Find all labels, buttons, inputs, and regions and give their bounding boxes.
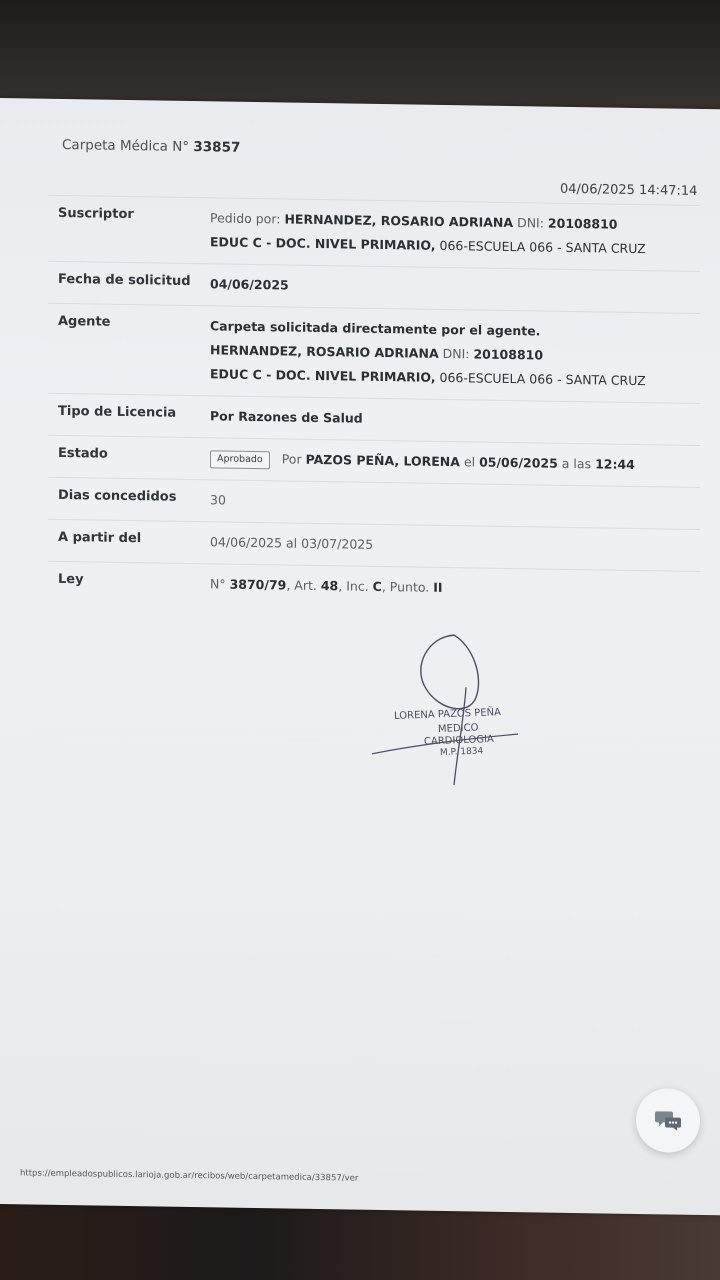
agent-request-note: Carpeta solicitada directamente por el agente. xyxy=(210,318,541,339)
value-a-partir-del: 04/06/2025 al 03/07/2025 xyxy=(210,534,374,552)
page-url-footer: https://empleadospublicos.larioja.gob.ar/recibos/web/carpetamedica/33857/ver xyxy=(20,1168,359,1184)
law-number-prefix: N° xyxy=(210,576,226,592)
value-tipo-licencia: Por Razones de Salud xyxy=(210,408,363,426)
agent-school: 066-ESCUELA 066 - SANTA CRUZ xyxy=(439,369,646,389)
law-article: 48 xyxy=(320,578,339,594)
label-tipo-licencia: Tipo de Licencia xyxy=(58,403,177,421)
value-fecha-solicitud: 04/06/2025 xyxy=(210,276,289,293)
title-prefix: Carpeta Médica N° xyxy=(62,136,190,155)
stamp-license: M.P. 1834 xyxy=(439,746,484,759)
folder-number: 33857 xyxy=(193,139,241,156)
row-ley xyxy=(48,561,700,614)
chat-button[interactable] xyxy=(636,1088,700,1153)
value-dias-concedidos: 30 xyxy=(210,492,226,508)
stamp-title: MEDICO xyxy=(437,722,479,735)
doctor-signature-stamp xyxy=(368,626,538,789)
law-article-label: , Art. xyxy=(286,577,317,593)
subscriber-school: 066-ESCUELA 066 - SANTA CRUZ xyxy=(439,237,646,257)
label-dias-concedidos: Dias concedidos xyxy=(58,487,177,505)
law-inciso-label: , Inc. xyxy=(338,578,369,594)
approval-date: 05/06/2025 xyxy=(479,454,558,471)
approved-on-label: el xyxy=(463,454,476,470)
law-inciso: C xyxy=(372,578,382,594)
label-estado: Estado xyxy=(58,445,108,462)
approved-at-label: a las xyxy=(561,455,592,472)
label-agente: Agente xyxy=(58,313,111,330)
label-a-partir-del: A partir del xyxy=(58,529,142,547)
subscriber-dni-label: DNI: xyxy=(517,215,544,231)
stamp-specialty: CARDIOLOGIA xyxy=(423,733,495,748)
agent-name: HERNANDEZ, ROSARIO ADRIANA xyxy=(210,342,439,361)
subscriber-name: HERNANDEZ, ROSARIO ADRIANA xyxy=(284,211,514,231)
status-badge: Aprobado xyxy=(210,450,270,469)
approver-name: PAZOS PEÑA, LORENA xyxy=(305,451,460,470)
approval-time: 12:44 xyxy=(595,456,635,472)
row-suscriptor xyxy=(48,195,700,272)
chat-bubbles-icon xyxy=(654,1108,682,1132)
value-agente xyxy=(210,314,646,393)
agent-dni-label: DNI: xyxy=(442,345,470,362)
document-title xyxy=(62,137,240,156)
subscriber-dni: 20108810 xyxy=(547,215,618,232)
law-punto: II xyxy=(433,579,443,595)
value-ley xyxy=(210,572,443,600)
row-agente xyxy=(48,303,700,404)
value-estado xyxy=(210,446,635,477)
approved-by-prefix: Por xyxy=(281,451,302,467)
agent-dni: 20108810 xyxy=(473,346,544,363)
handwritten-signature xyxy=(368,626,538,789)
agent-position: EDUC C - DOC. NIVEL PRIMARIO, xyxy=(210,366,436,385)
printed-document xyxy=(0,98,720,1215)
stamp-doctor-name: LORENA PAZOS PEÑA xyxy=(393,707,502,722)
value-suscriptor xyxy=(210,206,646,261)
subscriber-position: EDUC C - DOC. NIVEL PRIMARIO, xyxy=(210,234,436,253)
law-punto-label: , Punto. xyxy=(381,578,430,595)
label-ley: Ley xyxy=(58,571,84,588)
requested-by-label: Pedido por: xyxy=(210,210,281,227)
label-suscriptor: Suscriptor xyxy=(58,205,134,223)
law-number: 3870/79 xyxy=(229,576,287,593)
label-fecha-solicitud: Fecha de solicitud xyxy=(58,271,191,289)
print-timestamp: 04/06/2025 14:47:14 xyxy=(560,181,698,199)
